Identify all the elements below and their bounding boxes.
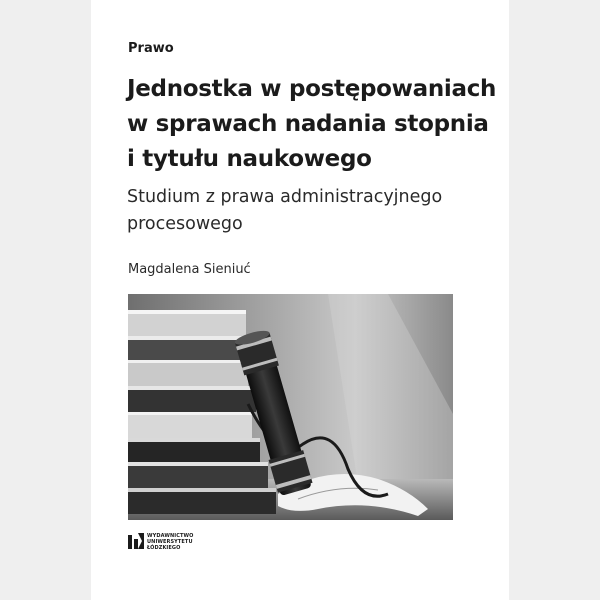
book-cover: [91, 0, 509, 600]
publisher-line-3: ŁÓDZKIEGO: [147, 545, 181, 551]
publisher-logo: [128, 532, 193, 552]
title-line-3: i tytułu naukowego: [127, 146, 372, 172]
book-title: [127, 72, 497, 177]
cover-photo: [128, 294, 453, 520]
book-subtitle: [127, 184, 487, 238]
publisher-line-2: UNIWERSYTETU: [147, 539, 193, 545]
subtitle-line-1: Studium z prawa administracyjnego: [127, 187, 443, 207]
subtitle-line-2: procesowego: [127, 214, 243, 234]
title-line-2: w sprawach nadania stopnia: [127, 111, 489, 137]
author-name: Magdalena Sieniuć: [128, 262, 251, 277]
books-and-diploma-scroll-photo: [128, 294, 453, 520]
title-line-1: Jednostka w postępowaniach: [127, 76, 497, 102]
category-label: Prawo: [128, 41, 174, 56]
publisher-line-1: WYDAWNICTWO: [147, 533, 194, 539]
publisher-logo-icon: [128, 533, 144, 551]
publisher-name: [147, 533, 193, 551]
